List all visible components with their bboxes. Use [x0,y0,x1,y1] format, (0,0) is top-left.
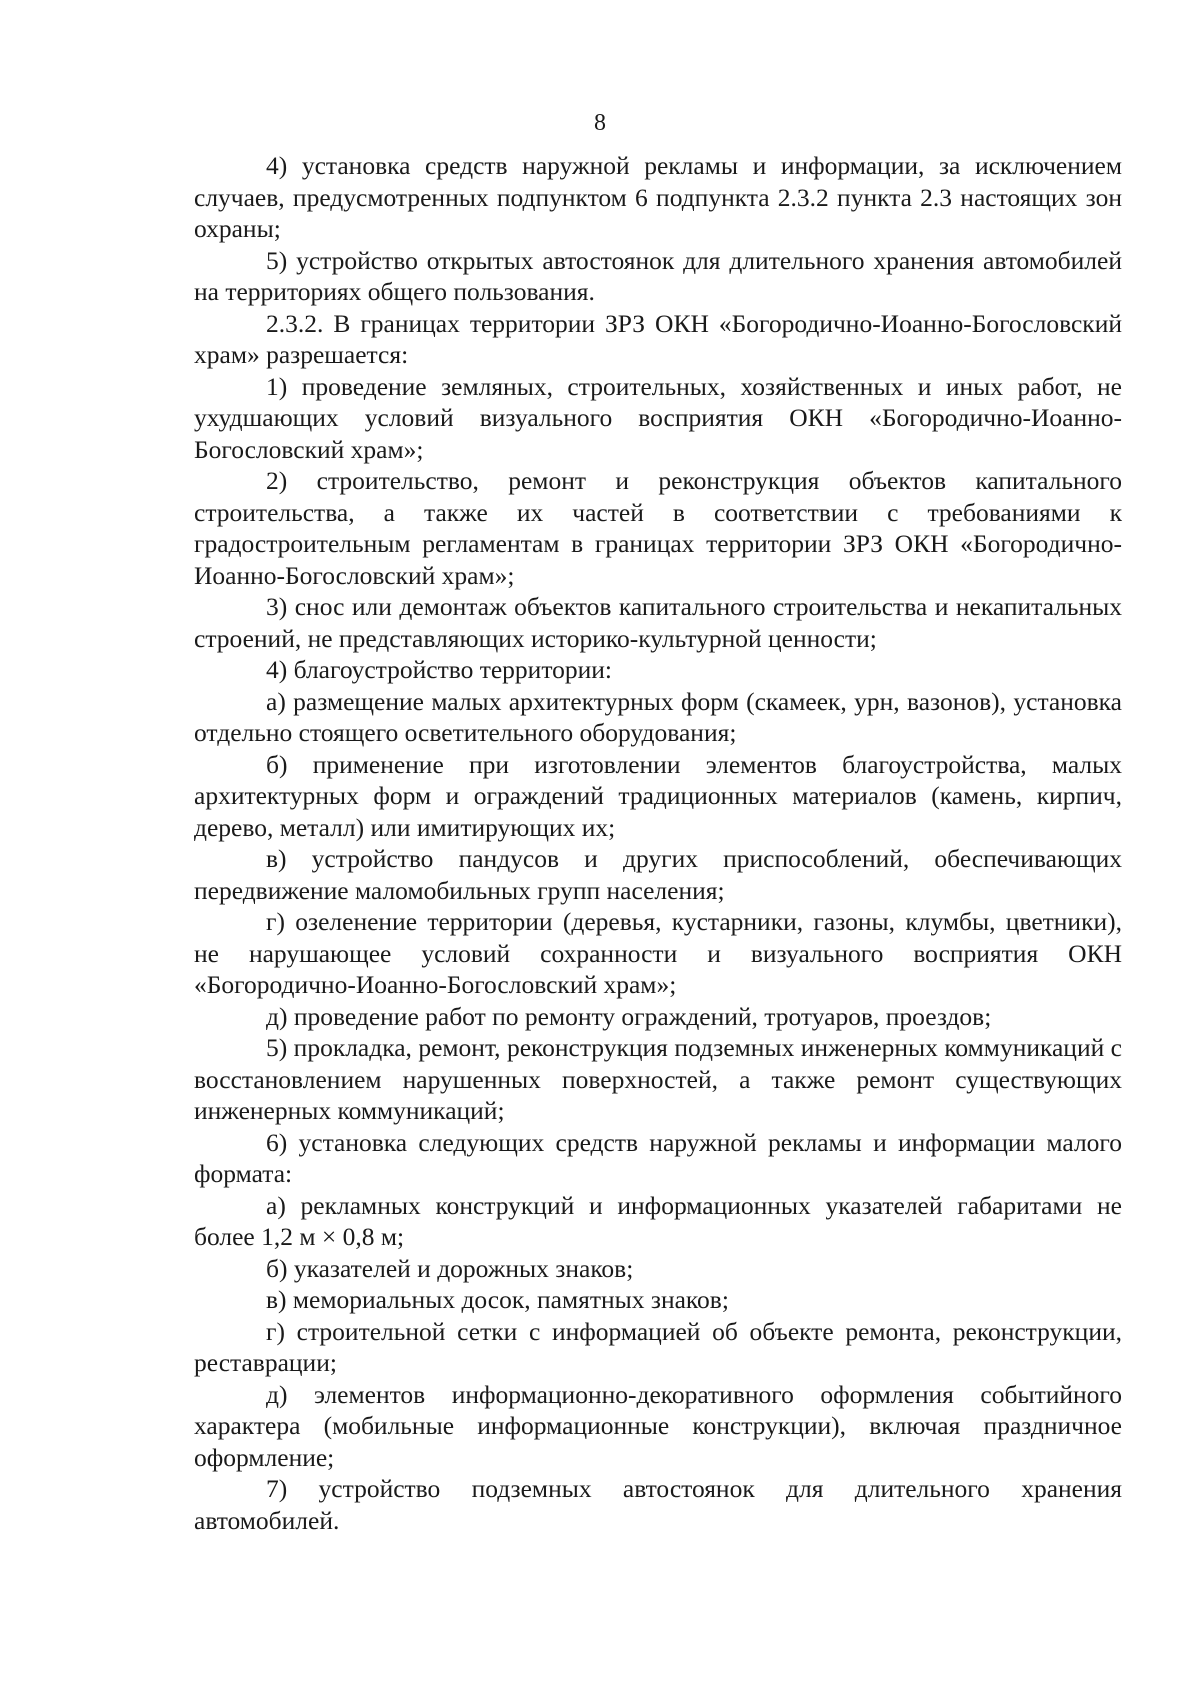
paragraph: 4) благоустройство территории: [266,655,613,684]
paragraph: б) применение при изготовлении элементов благоустройства, малых архитектурных форм и ограждений традиционных материалов (камень, кирпич, дерево, металл) или имитирующих их; [194,749,1122,842]
document-body [194,150,1122,1536]
paragraph: в) мемориальных досок, памятных знаков; [266,1285,729,1314]
paragraph: б) указателей и дорожных знаков; [266,1253,634,1283]
paragraph: 5) устройство открытых автостоянок для длительного хранения автомобилей на территориях общего пользования. [194,245,1122,306]
paragraph: д) элементов информационно-декоративного оформления событийного характера (мобильные информационные конструкции), включая праздничное оформление; [194,1379,1122,1472]
paragraph: г) строительной сетки с информацией об объекте ремонта, реконструкции, реставрации; [194,1316,1122,1377]
paragraph: а) рекламных конструкций и информационных указателей габаритами не более 1,2 м × 0,8 м; [194,1190,1122,1251]
paragraph: д) проведение работ по ремонту ограждений, тротуаров, проездов; [266,1001,992,1031]
paragraph: в) устройство пандусов и других приспособлений, обеспечивающих передвижение маломобильных групп населения; [194,844,1122,905]
paragraph: а) размещение малых архитектурных форм (скамеек, урн, вазонов), установка отдельно стоящего осветительного оборудования; [194,686,1122,747]
paragraph: 5) прокладка, ремонт, реконструкция подземных инженерных коммуникаций с восстановлением нарушенных поверхностей, а также ремонт существующих инженерных коммуникаций; [194,1033,1122,1125]
paragraph: 1) проведение земляных, строительных, хозяйственных и иных работ, не ухудшающих условий визуального восприятия ОКН «Богородично-Иоанно-Богословский храм»; [194,371,1122,464]
paragraph: 2.3.2. В границах территории ЗРЗ ОКН «Богородично-Иоанно-Богословский храм» разрешается: [194,308,1122,369]
paragraph: 3) снос или демонтаж объектов капитального строительства и некапитальных строений, не представляющих историко-культурной ценности; [194,592,1122,653]
paragraph: г) озеленение территории (деревья, кустарники, газоны, клумбы, цветники), не нарушающее условий сохранности и визуального восприятия ОКН «Богородично-Иоанно-Богословский храм»; [194,907,1122,999]
paragraph: 4) установка средств наружной рекламы и информации, за исключением случаев, предусмотренных подпунктом 6 подпункта 2.3.2 пункта 2.3 настоящих зон охраны; [194,151,1122,243]
page-number: 8 [594,110,606,136]
paragraph: 2) строительство, ремонт и реконструкция объектов капитального строительства, а также их частей в соответствии с требованиями к градостроительным регламентам в границах территории ЗРЗ ОКН «Богородично-Иоанно-Богословский храм»; [194,466,1122,590]
paragraph: 6) установка следующих средств наружной рекламы и информации малого формата: [194,1127,1122,1188]
paragraph: 7) устройство подземных автостоянок для длительного хранения автомобилей. [194,1474,1122,1535]
